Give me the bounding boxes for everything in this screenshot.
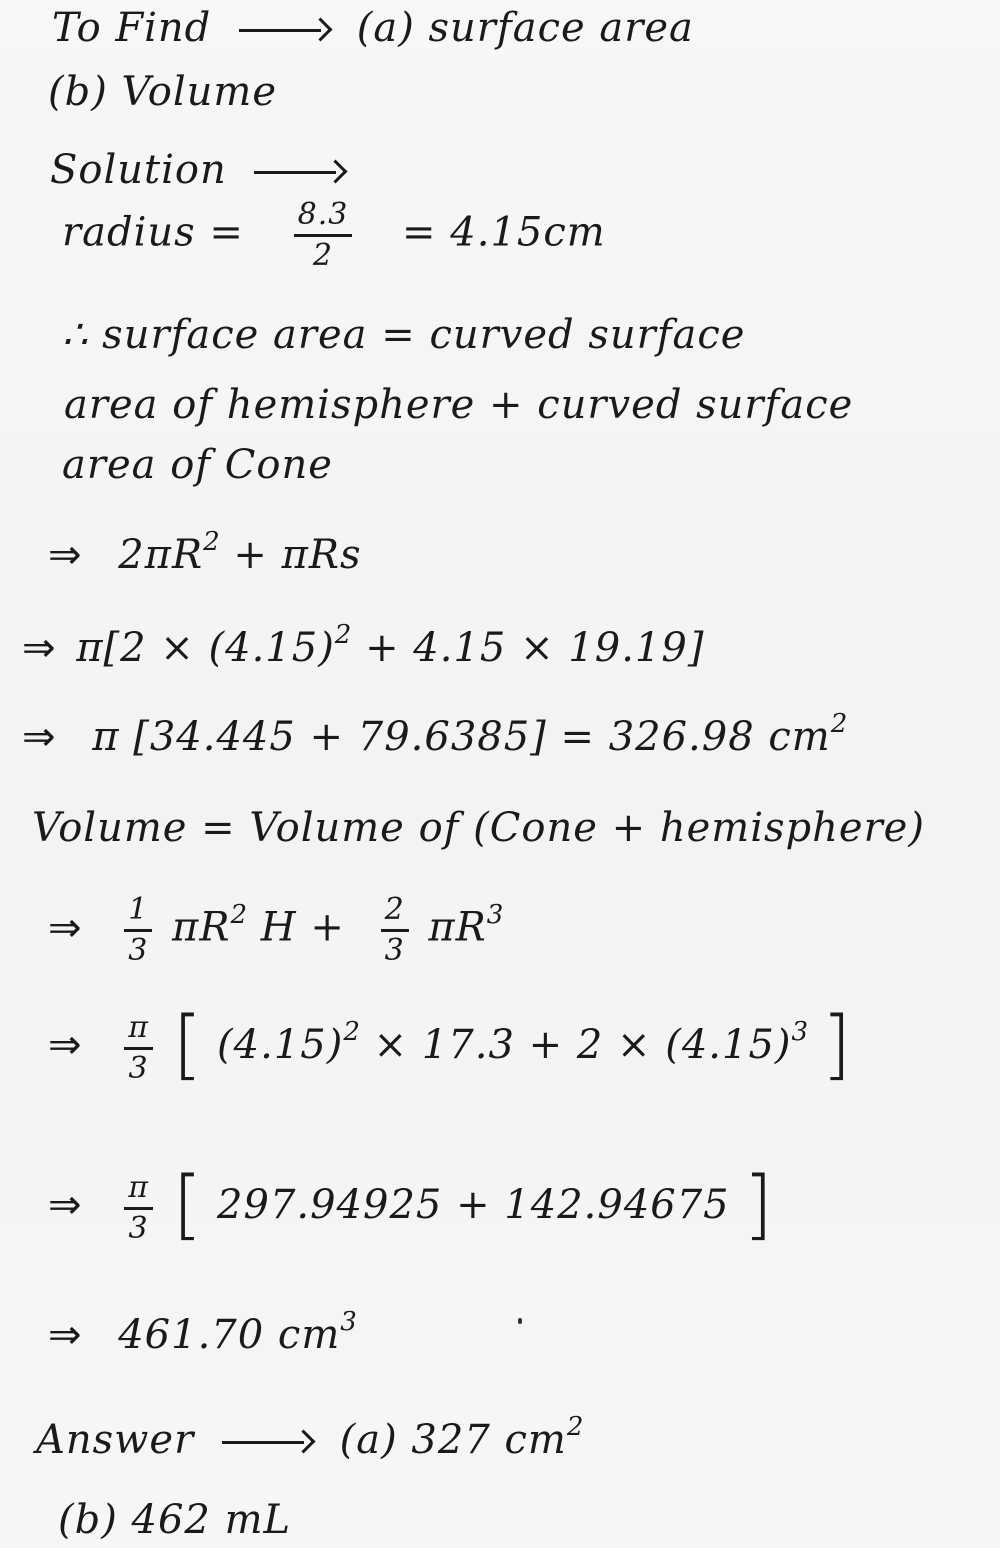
right-bracket: ] <box>821 999 853 1088</box>
sa-formula-tail: + πRs <box>233 532 362 578</box>
fraction-bar <box>124 1047 153 1050</box>
volume-pi-over-three <box>124 1169 153 1246</box>
volume-result-exponent: 3 <box>340 1307 357 1337</box>
implies-icon: ⇒ <box>48 1182 83 1228</box>
implies-icon: ⇒ <box>22 625 57 671</box>
sa-result-exponent: 2 <box>830 709 848 739</box>
to-find-line <box>52 5 694 51</box>
left-bracket: [ <box>172 999 204 1088</box>
volume-hemisphere-exponent: 3 <box>486 899 504 930</box>
sa-result: π [34.445 + 79.6385] = 326.98 cm <box>92 714 831 760</box>
right-bracket: ] <box>743 1159 774 1248</box>
fraction-denominator: 3 <box>128 933 149 968</box>
volume-formula-cone: πR <box>172 904 231 951</box>
to-find-label: To Find <box>52 5 212 51</box>
fraction-bar <box>381 929 409 932</box>
sa-formula-exponent: 2 <box>203 527 220 557</box>
answer-a: (a) 327 cm <box>339 1417 567 1463</box>
fraction-numerator: 2 <box>384 892 405 927</box>
answer-b: (b) 462 mL <box>58 1497 292 1543</box>
volume-pi-over-three <box>124 1009 153 1086</box>
ink-speck <box>518 1318 522 1324</box>
sa-result-line <box>22 709 848 760</box>
volume-numeric: 297.94925 + 142.94675 <box>217 1182 730 1228</box>
answer-line <box>36 1412 584 1463</box>
sa-def-line-1 <box>62 312 746 358</box>
implies-icon: ⇒ <box>22 714 57 760</box>
volume-sub-b: × 17.3 + 2 × (4.15) <box>373 1022 792 1068</box>
sa-substitution-line <box>22 620 705 671</box>
radius-fraction <box>294 197 353 273</box>
right-arrow-icon <box>222 1441 312 1445</box>
implies-icon: ⇒ <box>48 532 83 578</box>
volume-formula-hemisphere: πR <box>428 904 487 951</box>
answer-b-line <box>58 1497 292 1543</box>
sa-def-2: area of hemisphere + curved surface <box>64 382 854 428</box>
left-bracket: [ <box>172 1159 204 1248</box>
sa-formula: 2πR <box>118 532 204 578</box>
volume-substitution-line <box>48 999 853 1088</box>
right-arrow-icon <box>239 29 329 33</box>
fraction-bar <box>294 234 353 237</box>
implies-icon: ⇒ <box>48 1022 83 1068</box>
volume-sub-a-exponent: 2 <box>343 1017 360 1047</box>
volume-fraction-one-third <box>124 892 152 968</box>
to-find-b: (b) Volume <box>48 69 277 115</box>
fraction-bar <box>124 929 152 932</box>
sa-def-3: area of Cone <box>62 442 333 488</box>
volume-def-line <box>32 805 925 851</box>
sa-formula-line <box>48 527 362 578</box>
fraction-denominator: 3 <box>128 1050 149 1086</box>
right-arrow-icon <box>254 171 344 175</box>
volume-result-line <box>48 1307 357 1358</box>
radius-lhs: radius = <box>62 209 244 256</box>
fraction-numerator: π <box>128 1169 149 1205</box>
fraction-numerator: π <box>128 1009 149 1045</box>
fraction-denominator: 3 <box>128 1210 149 1246</box>
volume-sub-b-exponent: 3 <box>791 1017 809 1047</box>
radius-numerator: 8.3 <box>297 197 349 232</box>
to-find-b-line <box>48 69 277 115</box>
sa-def-line-3 <box>62 442 333 488</box>
solution-line <box>50 147 358 193</box>
sa-sub-head: π[2 × (4.15) <box>76 625 335 671</box>
sa-sub-tail: + 4.15 × 19.19] <box>365 625 705 671</box>
implies-icon: ⇒ <box>48 1312 83 1358</box>
volume-numeric-line <box>48 1159 774 1248</box>
radius-line <box>62 197 606 273</box>
to-find-a: (a) surface area <box>356 5 694 51</box>
solution-label: Solution <box>50 147 227 193</box>
volume-result: 461.70 cm <box>118 1312 341 1358</box>
volume-fraction-two-thirds <box>381 892 409 968</box>
volume-sub-a: (4.15) <box>217 1022 344 1068</box>
radius-denominator: 2 <box>312 238 334 273</box>
sa-sub-exponent: 2 <box>334 620 352 650</box>
volume-formula-line <box>48 892 504 968</box>
fraction-bar <box>124 1207 153 1210</box>
answer-a-exponent: 2 <box>566 1412 584 1442</box>
volume-cone-exponent: 2 <box>230 899 247 930</box>
implies-icon: ⇒ <box>48 904 83 951</box>
sa-def-1: ∴ surface area = curved surface <box>62 312 746 358</box>
fraction-denominator: 3 <box>384 933 405 968</box>
answer-label: Answer <box>36 1417 195 1463</box>
fraction-numerator: 1 <box>128 892 149 927</box>
sa-def-line-2 <box>64 382 854 428</box>
radius-rhs: = 4.15cm <box>402 209 606 256</box>
volume-formula-mid: H + <box>260 904 345 951</box>
volume-def: Volume = Volume of (Cone + hemisphere) <box>32 805 925 851</box>
